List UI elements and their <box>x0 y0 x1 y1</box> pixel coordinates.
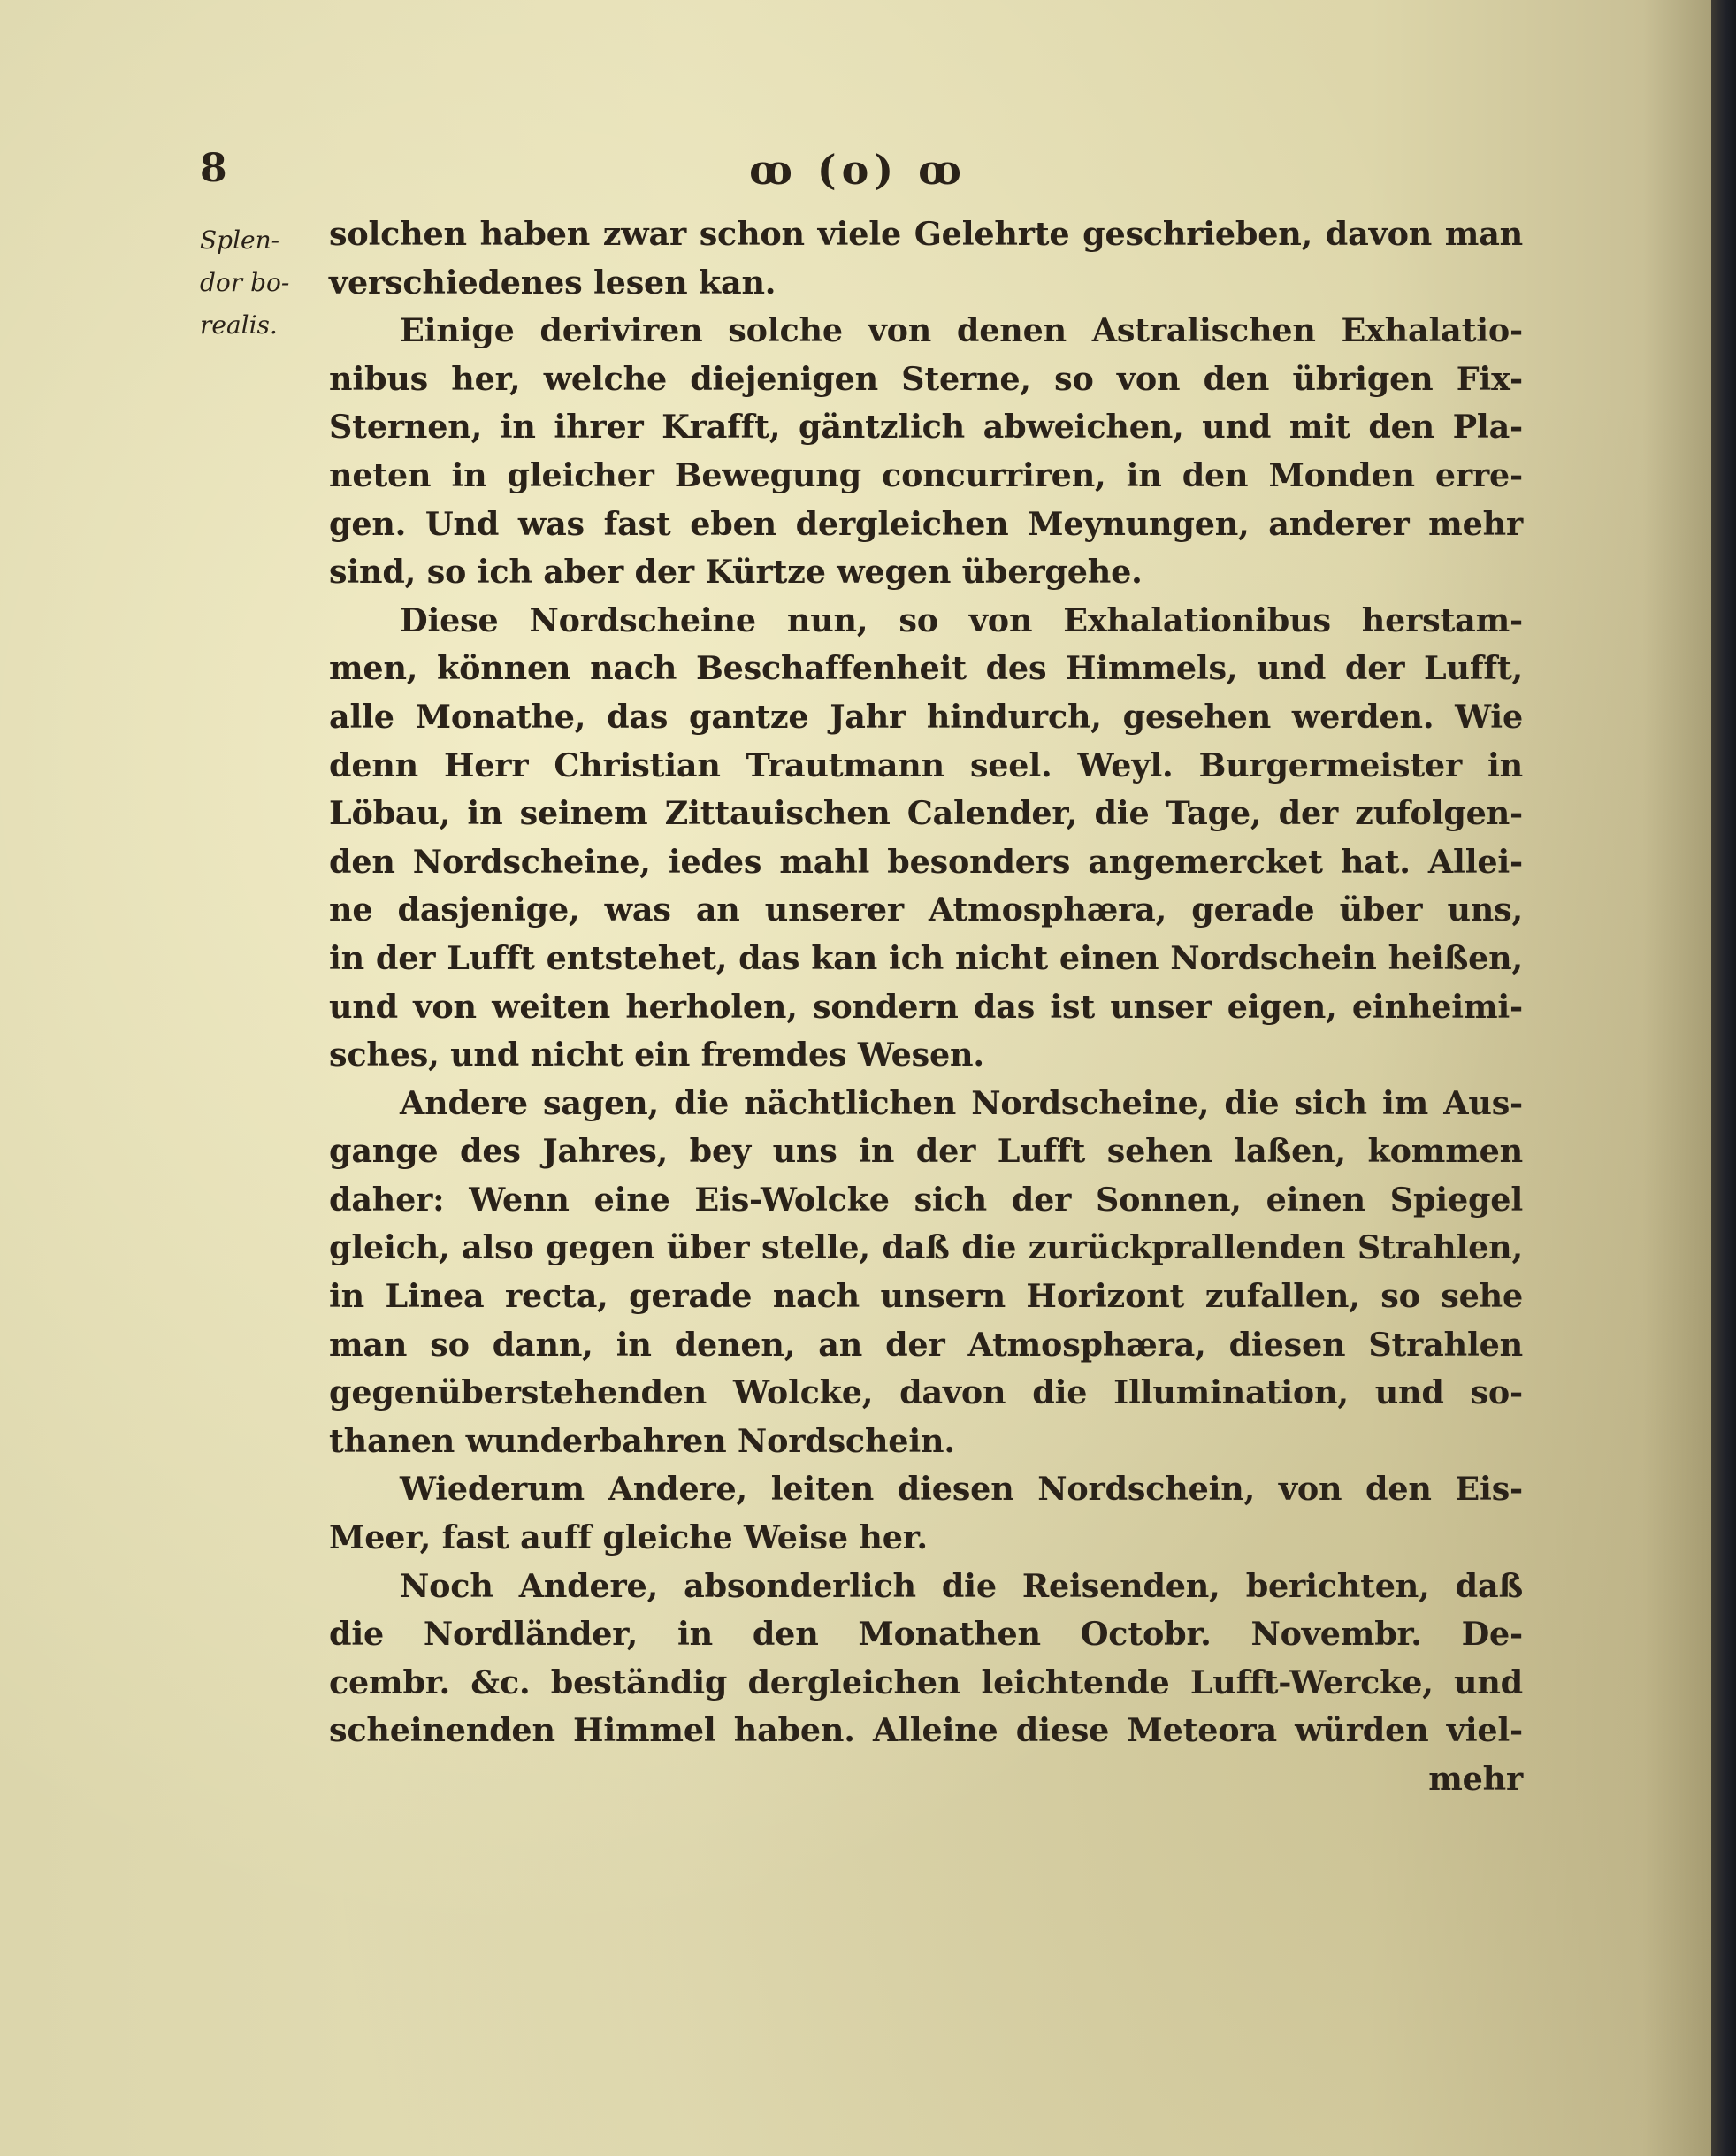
text-line: Diese Nordscheine nun, so von Exhalationibus herstam- <box>400 600 1523 639</box>
text-line: und von weiten herholen, sondern das ist unser eigen, einheimi- <box>329 987 1523 1026</box>
text-line: Noch Andere, absonderlich die Reisenden, berichten, daß <box>400 1566 1523 1605</box>
text-line: gegenüberstehenden Wolcke, davon die Illumination, und so- <box>329 1373 1523 1412</box>
catchword: mehr <box>1428 1760 1523 1798</box>
text-line: nibus her, welche diejenigen Sterne, so von den übrigen Fix- <box>329 359 1523 398</box>
text-line: die Nordländer, in den Monathen Octobr. Novembr. De- <box>329 1615 1523 1654</box>
marginal-note-line: dor bo- <box>200 268 290 297</box>
text-line: thanen wunderbahren Nordschein. <box>329 1421 955 1460</box>
text-line: denn Herr Christian Trautmann seel. Weyl. Burgermeister in <box>329 745 1523 784</box>
text-line: alle Monathe, das gantze Jahr hindurch, gesehen werden. Wie <box>329 697 1523 736</box>
text-line: ne dasjenige, was an unserer Atmosphæra, gerade über uns, <box>329 891 1523 929</box>
text-line: in Linea recta, gerade nach unsern Horizont zufallen, so sehe <box>329 1277 1523 1316</box>
text-line: men, können nach Beschaffenheit des Himmels, und der Lufft, <box>329 649 1523 688</box>
text-line: daher: Wenn eine Eis-Wolcke sich der Sonnen, einen Spiegel <box>329 1180 1523 1219</box>
running-head <box>0 146 1711 199</box>
text-line: Wiederum Andere, leiten diesen Nordschein, von den Eis- <box>400 1470 1523 1509</box>
text-line: neten in gleicher Bewegung concurriren, in den Monden erre- <box>329 455 1523 494</box>
body-text <box>329 210 1523 1804</box>
header-ornament: ꝏ (o) ꝏ <box>749 146 967 194</box>
text-line: Andere sagen, die nächtlichen Nordscheine, die sich im Aus- <box>400 1083 1523 1122</box>
page-number: 8 <box>200 146 227 191</box>
text-line: sind, so ich aber der Kürtze wegen übergehe. <box>329 553 1143 592</box>
text-line: solchen haben zwar schon viele Gelehrte geschrieben, davon man <box>329 215 1523 253</box>
marginal-note-line: Splen- <box>200 226 280 255</box>
text-line: verschiedenes lesen kan. <box>329 263 776 302</box>
text-line: scheinenden Himmel haben. Alleine diese Meteora würden viel- <box>329 1711 1523 1750</box>
text-line: gleich, also gegen über stelle, daß die zurückprallenden Strahlen, <box>329 1228 1523 1267</box>
book-spine-edge <box>1711 0 1736 2156</box>
text-line: Sternen, in ihrer Krafft, gäntzlich abweichen, und mit den Pla- <box>329 408 1523 447</box>
text-line: Meer, fast auff gleiche Weise her. <box>329 1518 928 1557</box>
text-line: in der Lufft entstehet, das kan ich nicht einen Nordschein heißen, <box>329 938 1523 977</box>
text-line: gange des Jahres, bey uns in der Lufft sehen laßen, kommen <box>329 1132 1523 1171</box>
text-line: den Nordscheine, iedes mahl besonders angemercket hat. Allei- <box>329 842 1523 881</box>
text-line: gen. Und was fast eben dergleichen Meynungen, anderer mehr <box>329 504 1523 543</box>
text-line: Einige deriviren solche von denen Astralischen Exhalatio- <box>400 311 1523 350</box>
text-line: Löbau, in seinem Zittauischen Calender, die Tage, der zufolgen- <box>329 794 1523 833</box>
text-line: man so dann, in denen, an der Atmosphæra, diesen Strahlen <box>329 1325 1523 1364</box>
marginal-note-line: realis. <box>200 310 278 340</box>
marginal-note <box>200 219 333 347</box>
text-line: cembr. &c. beständig dergleichen leichtende Lufft-Wercke, und <box>329 1663 1523 1701</box>
text-line: sches, und nicht ein fremdes Wesen. <box>329 1036 984 1074</box>
